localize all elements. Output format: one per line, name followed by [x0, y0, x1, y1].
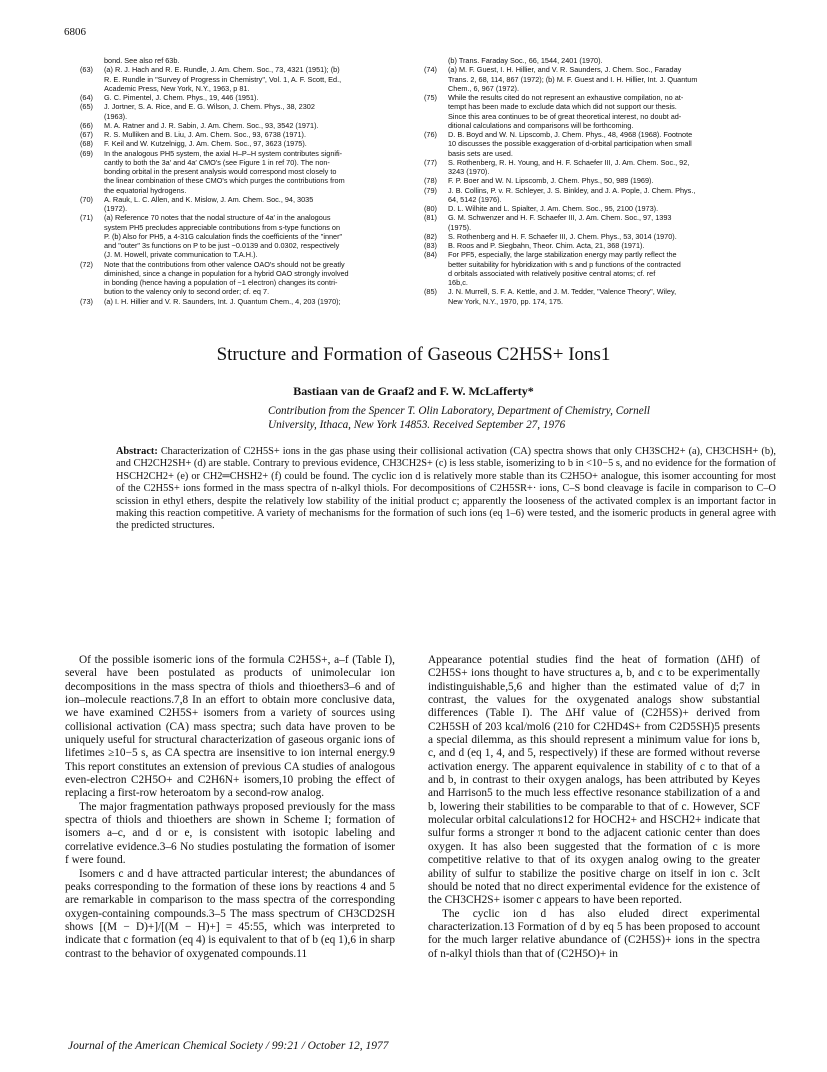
reference-text: F. Keil and W. Kutzelnigg, J. Am. Chem. Soc., 97, 3623 (1975). — [104, 139, 307, 149]
reference-text: (a) Reference 70 notes that the nodal structure of 4a′ in the analogous system PH5 precludes appreciable contributions from s-type functions on P. (b) Also for PH5, a 4-31G calculation finds the coefficients of the "inner" and "outer" 3s functions on P to be just −0.0139 and 0.0302, respectively (J. M. Howell, private communication to T.A.H.). — [104, 213, 343, 260]
reference-item — [80, 93, 402, 102]
abstract-text: Characterization of C2H5S+ ions in the gas phase using their collisional activation (CA) spectra shows that only CH3SCH2+ (a), CH3CHSH+ (b), and CH2CH2SH+ (d) are stable. Contrary to previous evidence, CH3CH2S+ (c) is less stable, isomerizing to b in <10−5 s, and no evidence for the formation of HSCH2CH2+ (e) or CH2═CHSH2+ (f) could be found. The cyclic ion d is relatively more stable than its C2H5O+ analogue, this isomer accounting for most of the C2H5S+ ions formed in the mass spectra of n-alkyl thiols. For decompositions of C2H5SR+· ions, C–S bond cleavage is facile in comparison to C–O scission in ethyl ethers, despite the relatively low stability of the initial product c; apparently the looseness of the activated complex is an important factor in making this reaction competitive. A variety of mechanisms for the formation of such ions (eq 1–6) were tested, and the isomeric products in general agree with the predicted structures. — [116, 446, 776, 532]
authors: Bastiaan van de Graaf2 and F. W. McLafferty* — [293, 384, 534, 398]
reference-number: (63) — [80, 65, 93, 75]
reference-text: J. N. Murrell, S. F. A. Kettle, and J. M. Tedder, "Valence Theory", Wiley, New York, N.Y., 1970, pp. 174, 175. — [448, 287, 677, 306]
reference-item — [80, 121, 402, 130]
reference-number: (69) — [80, 148, 93, 158]
reference-text: (a) I. H. Hillier and V. R. Saunders, Int. J. Quantum Chem., 4, 203 (1970); — [104, 296, 341, 306]
reference-number: (83) — [424, 241, 437, 250]
reference-text: (b) Trans. Faraday Soc., 66, 1544, 2401 (1970). — [448, 56, 603, 65]
journal-footer: Journal of the American Chemical Society / 99:21 / October 12, 1977 — [68, 1040, 389, 1052]
reference-number — [80, 56, 104, 65]
references-left-column — [80, 56, 402, 306]
body-paragraph: Isomers c and d have attracted particular interest; the abundances of peaks corresponding to the formation of these ions by reactions 4 and 5 are remarkable in comparison to the mass spectra of the corresponding oxygen-containing compounds.3–5 The mass spectrum of CH3CD2SH shows [(M − D)+]/[(M − H)+] = 45:55, which was interpreted to indicate that c formation (eq 4) is equivalent to that of b (eq 1),6 in sharp contrast to the behavior of oxygenated compounds.11 — [65, 867, 395, 960]
reference-text: (a) R. J. Hach and R. E. Rundle, J. Am. Chem. Soc., 73, 4321 (1951); (b) R. E. Rundle in "Survey of Progress in Chemistry", Vol. 1, A. F. Scott, Ed., Academic Press, New York, N.Y., 1963, p 81. — [104, 65, 342, 93]
reference-number: (75) — [424, 93, 437, 102]
abstract-label: Abstract: — [116, 446, 158, 457]
reference-number: (68) — [80, 139, 93, 149]
reference-item — [80, 297, 402, 306]
reference-item — [424, 241, 754, 250]
reference-text: D. L. Wilhite and L. Spialter, J. Am. Chem. Soc., 95, 2100 (1973). — [448, 204, 659, 213]
reference-text: J. B. Collins, P. v. R. Schleyer, J. S. Binkley, and J. A. Pople, J. Chem. Phys., 64, 5142 (1976). — [448, 185, 696, 204]
reference-text: R. S. Mulliken and B. Liu, J. Am. Chem. Soc., 93, 6738 (1971). — [104, 130, 306, 139]
reference-item — [424, 158, 754, 177]
body-paragraph: The cyclic ion d has also eluded direct experimental characterization.13 Formation of d by eq 5 has been proposed to account for the much larger relative abundance of (C2H5S)+ ions in the spectra of n-alkyl thiols than that of (C2H5O)+ in — [428, 907, 760, 960]
reference-item — [424, 56, 754, 65]
reference-item — [424, 93, 754, 130]
reference-number: (79) — [424, 185, 437, 195]
body-paragraph: Of the possible isomeric ions of the formula C2H5S+, a–f (Table I), several have been postulated as products of unimolecular ion decompositions in the mass spectra of thiols and thioethers3–6 and of ion–molecule reactions.7,8 In an effort to obtain more conclusive data, we have examined C2H5S+ isomers from a variety of sources using collisional activation (CA) mass spectra; such data have proven to be uniquely useful for structural characterization of gaseous organic ions of lifetimes ≥10−5 s, as CA spectra are insensitive to ion internal energy.9 This report constitutes an extension of previous CA studies of analogous even-electron C2H5O+ and C2H6N+ isomers,10 probing the effect of replacing a first-row heteroatom by a second-row analog. — [65, 654, 395, 800]
reference-number: (81) — [424, 213, 437, 223]
reference-number: (74) — [424, 65, 437, 75]
references-right-column — [424, 56, 754, 306]
reference-item — [424, 287, 754, 306]
reference-text: A. Rauk, L. C. Allen, and K. Mislow, J. Am. Chem. Soc., 94, 3035 (1972). — [104, 194, 314, 213]
reference-number: (66) — [80, 120, 93, 130]
reference-text: (a) M. F. Guest, I. H. Hillier, and V. R. Saunders, J. Chem. Soc., Faraday Trans. 2, 68, 114, 867 (1972); (b) M. F. Guest and I. H. Hillier, Int. J. Quantum Chem., 6, 967 (1972). — [448, 65, 698, 93]
reference-text: G. M. Schwenzer and H. F. Schaefer III, J. Am. Chem. Soc., 97, 1393 (1975). — [448, 213, 672, 232]
reference-number: (84) — [424, 250, 437, 260]
reference-text: For PF5, especially, the large stabilization energy may partly reflect the better suitability for hybridization with s and p functions of the contracted d orbitals associated with relatively positive central atoms; cf. ref 16b,c. — [448, 250, 681, 287]
reference-text: bond. See also ref 63b. — [104, 56, 180, 65]
reference-text: M. A. Ratner and J. R. Sabin, J. Am. Chem. Soc., 93, 3542 (1971). — [104, 120, 319, 130]
reference-item — [424, 232, 754, 241]
reference-number: (78) — [424, 176, 437, 186]
article-title: Structure and Formation of Gaseous C2H5S+ Ions1 — [216, 344, 611, 365]
body-paragraph: Appearance potential studies find the heat of formation (ΔHf) of C2H5S+ ions thought to have structures a, b, and c to be experimentally indistinguishable,5,6 and higher than the estimated value of d;7 in contrast, the values for the oxygenated analogs show substantial differences (Table I). The ΔHf value of (C2H5S)+ derived from C2H5SH of 203 kcal/mol6 (210 for C2HD4S+ from C2D5SH)5 presents a special dilemma, as this should represent a minimum value for ions b, c, and d (eq 1, 4, and 5, respectively) if these are formed without reverse activation energy. The apparent equivalence in stability of c to that of a and b, in contrast to their oxygen analogs, has been attributed by Keyes and Harrison5 to the much less effective resonance stabilization of a and b, lowering their stabilities to be comparable to that of c. However, SCF molecular orbital calculations12 for HOCH2+ and HSCH2+ indicate that sulfur forms a stronger π bond to the adjacent cationic center than does oxygen. It has also been suggested that the formation of c is more competitive relative to that of its oxygen analog owing to the greater ability of sulfur to stabilize the positive charge on itself in ion c. 3cIt should be noted that no direct experimental evidence for the existence of the CH3CH2S+ isomer c appears to have been reported. — [428, 654, 760, 907]
reference-number: (73) — [80, 296, 93, 306]
reference-number: (77) — [424, 157, 437, 167]
body-right-column — [428, 654, 760, 961]
reference-number: (80) — [424, 204, 437, 213]
reference-number: (67) — [80, 130, 93, 139]
body-paragraph: The major fragmentation pathways proposed previously for the mass spectra of thiols and thioethers are shown in Scheme I; formation of isomers a–c, and d or e, is consistent with isotopic labeling and correlative evidence.3–6 No studies postulating the formation of isomer f were found. — [65, 800, 395, 867]
reference-item — [424, 130, 754, 158]
reference-text: S. Rothenberg and H. F. Schaefer III, J. Chem. Phys., 53, 3014 (1970). — [448, 231, 677, 241]
reference-text: Note that the contributions from other valence OAO's should not be greatly diminished, since a change in population for a hybrid OAO strongly involved in bonding (hence having a population of ~1 electron) changes its contri- bution to the valency only to second order; cf. eq 7. — [104, 259, 349, 297]
reference-text: B. Roos and P. Siegbahn, Theor. Chim. Acta, 21, 368 (1971). — [448, 241, 645, 250]
reference-item — [80, 130, 402, 139]
reference-item — [80, 213, 402, 259]
reference-text: J. Jortner, S. A. Rice, and E. G. Wilson, J. Chem. Phys., 38, 2302 (1963). — [104, 102, 315, 121]
reference-item — [80, 56, 402, 65]
reference-text: G. C. Pimentel, J. Chem. Phys., 19, 446 (1951). — [104, 93, 259, 102]
reference-number: (85) — [424, 287, 437, 297]
body-left-column — [65, 654, 395, 961]
reference-text: D. B. Boyd and W. N. Lipscomb, J. Chem. Phys., 48, 4968 (1968). Footnote 10 discusses the possible exaggeration of d-orbital participation when small basis sets are used. — [448, 130, 693, 158]
abstract — [116, 446, 776, 533]
reference-number: (72) — [80, 259, 93, 269]
reference-number: (65) — [80, 102, 93, 112]
reference-item — [80, 102, 402, 121]
affiliation: Contribution from the Spencer T. Olin Laboratory, Department of Chemistry, Cornell University, Ithaca, New York 14853. Received September 27, 1976 — [268, 405, 650, 431]
reference-item — [80, 139, 402, 148]
reference-text: While the results cited do not represent an exhaustive compilation, no at- tempt has been made to exclude data which did not support our thesis. Since this area continues to be of great theoretical interest, no doubt ad- ditional calculations and comparisons will be forthcoming. — [448, 93, 684, 130]
page-number: 6806 — [64, 26, 86, 38]
reference-number: (76) — [424, 130, 437, 139]
reference-text: In the analogous PH5 system, the axial H–P–H system contributes signifi- cantly to both the 3a′ and 4a′ CMO's (see Figure 1 in ref 70). The non- bonding orbital in the present analysis would correspond most closely to the linear combination of these CMO's which purges the contributions from the equatorial hydrogens. — [104, 148, 345, 195]
reference-item — [424, 186, 754, 205]
reference-item — [80, 65, 402, 93]
reference-number: (70) — [80, 194, 93, 204]
reference-text: S. Rothenberg, R. H. Young, and H. F. Schaefer III, J. Am. Chem. Soc., 92, 3243 (1970). — [448, 157, 690, 176]
reference-item — [424, 176, 754, 185]
reference-item — [424, 204, 754, 213]
reference-item — [424, 65, 754, 93]
reference-number: (71) — [80, 213, 93, 223]
reference-item — [80, 260, 402, 297]
reference-number: (82) — [424, 231, 437, 241]
reference-number: (64) — [80, 93, 93, 102]
reference-item — [424, 213, 754, 232]
reference-item — [80, 195, 402, 214]
reference-item — [424, 250, 754, 287]
reference-text: F. P. Boer and W. N. Lipscomb, J. Chem. Phys., 50, 989 (1969). — [448, 176, 654, 186]
reference-number — [424, 56, 448, 65]
reference-item — [80, 149, 402, 195]
